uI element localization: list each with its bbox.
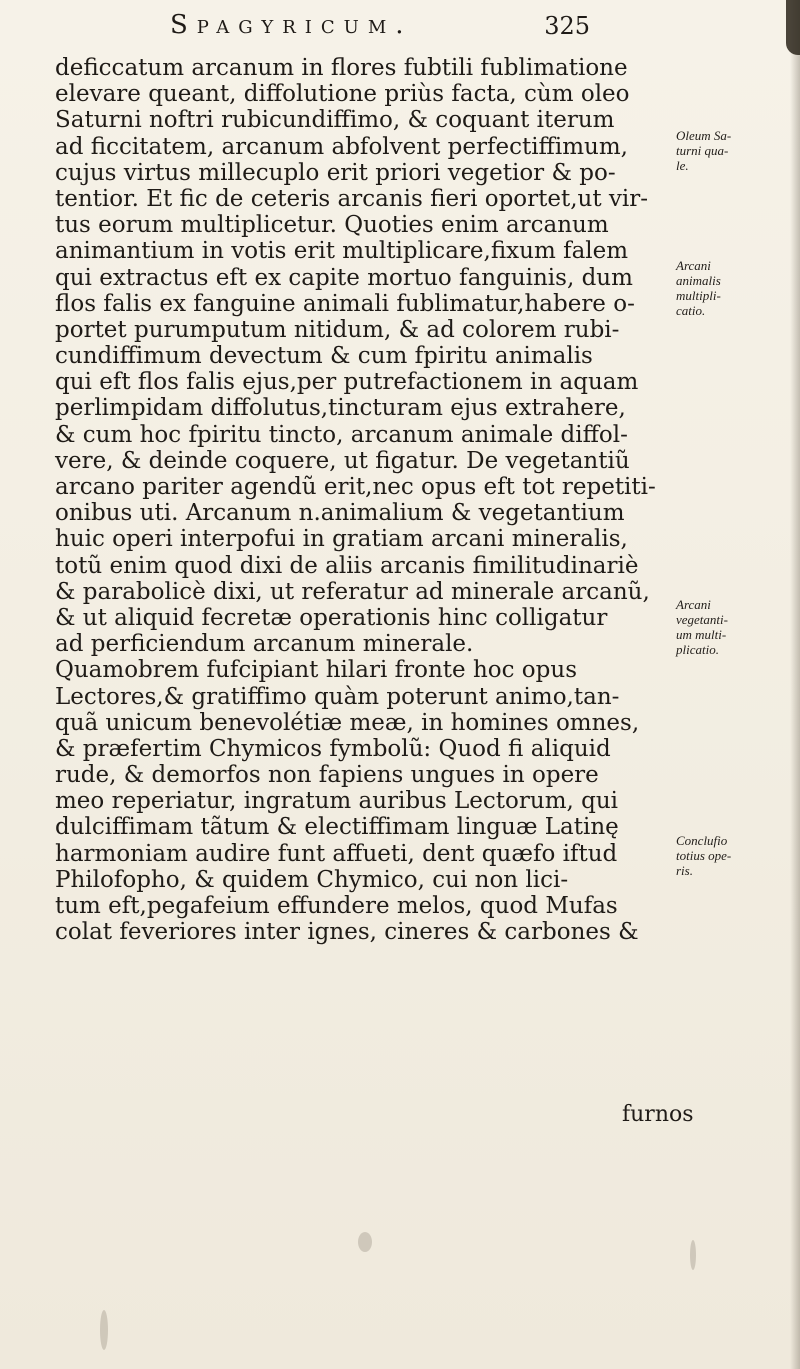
catchword: furnos <box>622 1102 694 1127</box>
text-line: tus eorum multiplicetur. Quoties enim arcanum <box>55 212 609 239</box>
text-line: colat feveriores inter ignes, cineres & carbones & <box>55 919 639 946</box>
main-text-block <box>55 55 655 945</box>
text-line: onibus uti. Arcanum n.animalium & vegetantium <box>55 500 625 527</box>
running-head: Spagyricum. <box>170 10 413 40</box>
text-line: ad perficiendum arcanum minerale. <box>55 631 474 658</box>
text-line: qui eft flos falis ejus,per putrefactionem in aquam <box>55 369 639 396</box>
text-line: & cum hoc fpiritu tincto, arcanum animale diffol- <box>55 421 628 448</box>
page-number: 325 <box>544 12 590 40</box>
text-line: rude, & demorfos non fapiens ungues in opere <box>55 762 599 789</box>
text-line: Saturni noftri rubicundiffimo, & coquant iterum <box>55 107 615 134</box>
text-line: animantium in votis erit multiplicare,fixum falem <box>55 238 629 265</box>
margin-note-arcani-vegetantium: Arcani vegetanti- um multi- plicatio. <box>676 597 728 657</box>
text-line: dulciffimam tãtum & electiffimam linguæ Latinę <box>55 814 619 841</box>
text-line: ad ficcitatem, arcanum abfolvent perfectiffimum, <box>55 133 628 160</box>
text-line: vere, & deinde coquere, ut figatur. De vegetantiũ <box>55 447 630 474</box>
text-line: arcano pariter agendũ erit,nec opus eft tot repetiti- <box>55 474 656 500</box>
text-line: cujus virtus millecuplo erit priori vegetior & po- <box>55 159 616 186</box>
text-line: tum eft,pegafeium effundere melos, quod Mufas <box>55 893 618 919</box>
text-line: Philofopho, & quidem Chymico, cui non lici- <box>55 866 569 893</box>
text-line: & ut aliquid fecretæ operationis hinc colligatur <box>55 604 608 631</box>
text-line: & præfertim Chymicos fymbolũ: Quod fi aliquid <box>55 735 611 762</box>
text-line: harmoniam audire funt affueti, dent quæfo iftud <box>55 840 618 867</box>
text-line: deficcatum arcanum in flores fubtili fublimatione <box>55 55 628 81</box>
page-header <box>170 10 590 50</box>
text-line: meo reperiatur, ingratum auribus Lectorum, qui <box>55 788 619 815</box>
text-line: elevare queant, diffolutione priùs facta, cùm oleo <box>55 81 630 108</box>
margin-note-conclusio: Conclufio totius ope- ris. <box>676 833 732 878</box>
text-line: tentior. Et fic de ceteris arcanis fieri oportet,ut vir- <box>55 185 649 212</box>
text-line: totũ enim quod dixi de aliis arcanis fimilitudinariè <box>55 552 639 579</box>
ink-smudge <box>690 1240 696 1270</box>
text-line: & parabolicè dixi, ut referatur ad minerale arcanũ, <box>55 578 650 605</box>
text-line: perlimpidam diffolutus,tincturam ejus extrahere, <box>55 395 626 422</box>
ink-blot <box>786 0 800 55</box>
ink-smudge <box>358 1232 372 1252</box>
text-line: qui extractus eft ex capite mortuo fanguinis, dum <box>55 264 633 291</box>
text-line: portet purumputum nitidum, & ad colorem rubi- <box>55 316 620 343</box>
text-line: quã unicum benevolétiæ meæ, in homines omnes, <box>55 709 640 736</box>
text-line: Quamobrem fufcipiant hilari fronte hoc opus <box>55 657 577 684</box>
text-line: flos falis ex fanguine animali fublimatur,habere o- <box>55 290 635 317</box>
margin-note-arcani-animalis: Arcani animalis multipli- catio. <box>676 258 721 318</box>
margin-note-oleum-saturni: Oleum Sa- turni qua- le. <box>676 128 732 173</box>
page-edge-shadow <box>790 0 800 1369</box>
text-line: huic operi interpofui in gratiam arcani mineralis, <box>55 526 628 553</box>
text-line: Lectores,& gratiffimo quàm poterunt animo,tan- <box>55 683 620 710</box>
text-line: cundiffimum devectum & cum fpiritu animalis <box>55 343 593 370</box>
ink-smudge <box>100 1310 108 1350</box>
